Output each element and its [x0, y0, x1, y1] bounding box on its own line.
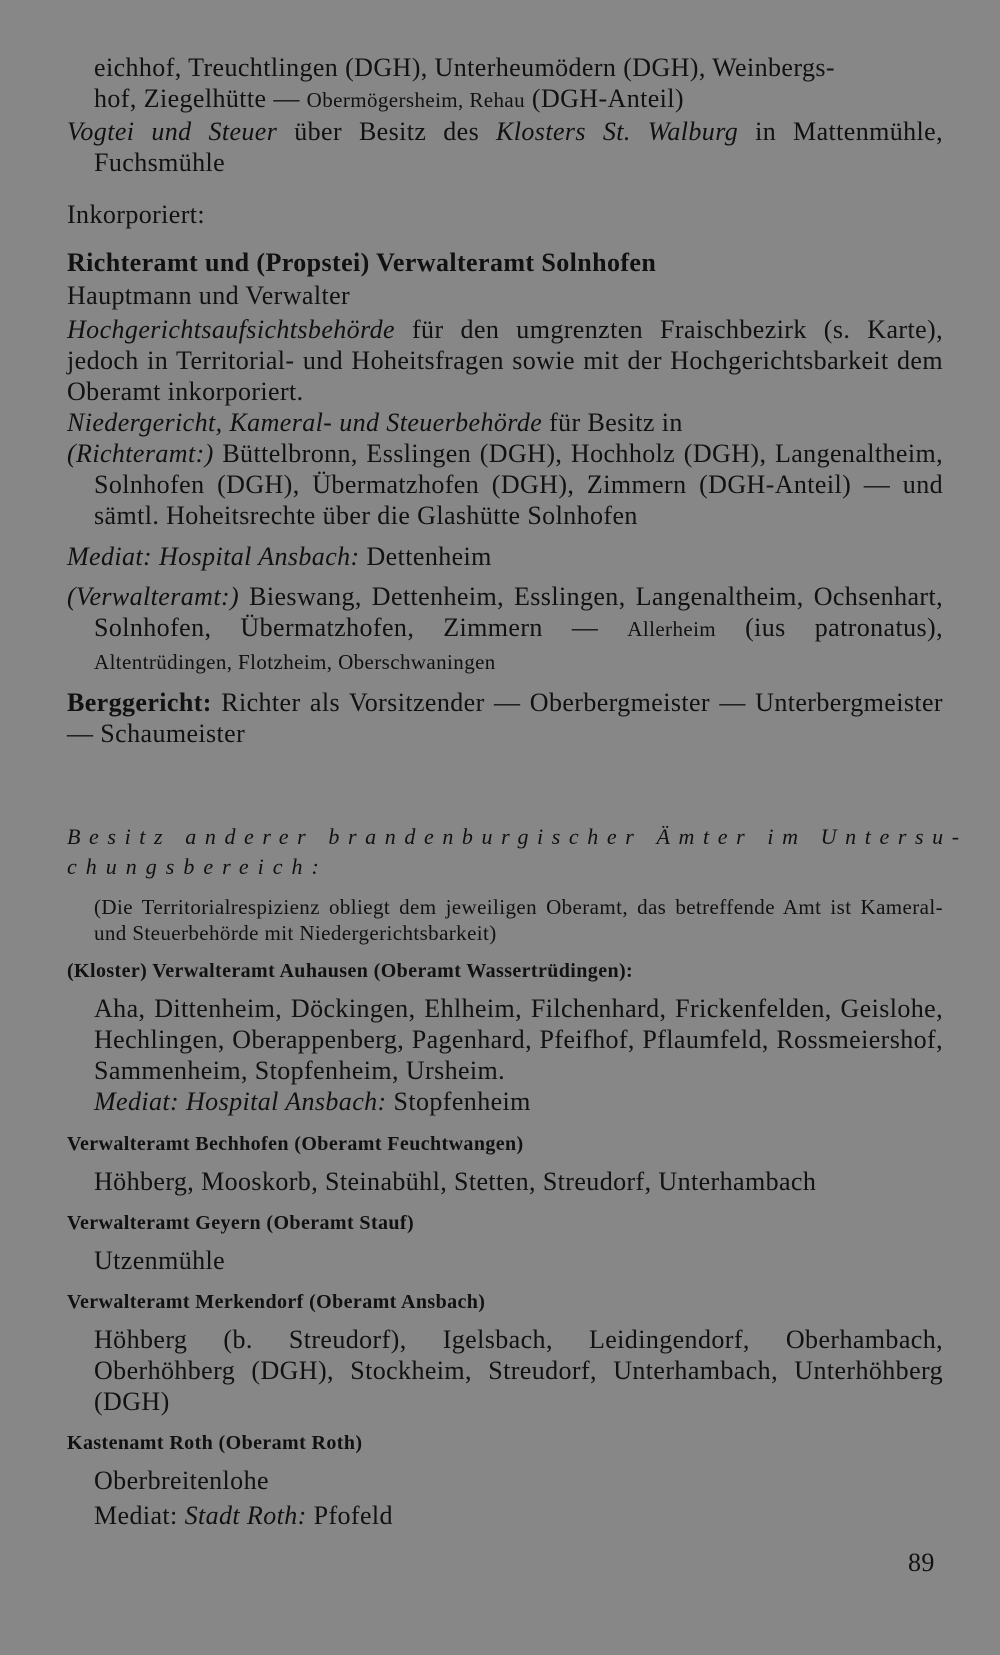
amt-mediat-text: Pfofeld	[306, 1501, 393, 1530]
amt-merkendorf	[67, 1287, 943, 1417]
mediat-label: Mediat: Hospital Ansbach:	[67, 542, 360, 571]
verwalteramt-small-2: Altentrüdingen, Flotzheim, Oberschwaningen	[94, 650, 496, 674]
inkorporiert-label: Inkorporiert:	[67, 200, 206, 229]
richteramt-paragraph	[67, 438, 943, 531]
amt-heading: Verwalteramt Merkendorf (Oberamt Ansbach)	[67, 1291, 486, 1313]
verwalteramt-paragraph	[67, 581, 943, 678]
amt-heading: Verwalteramt Geyern (Oberamt Stauf)	[67, 1212, 415, 1234]
nieder-paragraph	[67, 407, 943, 438]
top-line-1: eichhof, Treuchtlingen (DGH), Unterheumödern (DGH), Weinbergs-	[94, 53, 835, 82]
hoch-label: Hochgerichtsaufsichtsbehörde	[67, 315, 395, 344]
amt-places: Utzenmühle	[94, 1246, 226, 1275]
verwalteramt-small-1: Allerheim	[627, 617, 717, 641]
amt-bechhofen	[67, 1129, 943, 1197]
top-line-2-end: (DGH-Anteil)	[525, 84, 684, 113]
vogtei-kloster: Klosters St. Walburg	[496, 117, 739, 146]
amt-heading: Kastenamt Roth (Oberamt Roth)	[67, 1432, 363, 1454]
berggericht-paragraph	[67, 687, 943, 749]
amt-heading: (Kloster) Verwalteramt Auhausen (Oberamt Wassertrüdingen):	[67, 960, 634, 982]
top-block	[67, 52, 943, 178]
hoch-text: für den umgrenzten Fraischbezirk (s. Karte), jedoch in Territorial- und Hoheitsfragen sowie mit der Hochgerichtsbarkeit dem Oberamt inkorporiert.	[67, 315, 943, 406]
mediat-paragraph	[67, 541, 943, 572]
solnhofen-section	[67, 247, 943, 749]
amt-auhausen	[67, 956, 943, 1117]
besitz-heading-line-2: chungsbereich:	[67, 854, 328, 879]
vogtei-mid: über Besitz des	[277, 117, 497, 146]
verwalteramt-label: (Verwalteramt:)	[67, 582, 240, 611]
nieder-label: Niedergericht, Kameral- und Steuerbehörde	[67, 408, 543, 437]
richteramt-label: (Richteramt:)	[67, 439, 214, 468]
top-line-2-start: hof, Ziegelhütte —	[94, 84, 307, 113]
mediat-text: Dettenheim	[359, 542, 492, 571]
amt-places: Höhberg (b. Streudorf), Igelsbach, Leidingendorf, Oberhambach, Oberhöhberg (DGH), Stockheim, Streudorf, Unterhambach, Unterhöhberg (DGH)	[94, 1325, 943, 1416]
top-text	[67, 52, 943, 116]
vogtei-label: Vogtei und Steuer	[67, 117, 278, 146]
top-line-2-small: Obermögersheim, Rehau	[306, 88, 525, 112]
vogtei-end: in Mattenmühle, Fuchsmühle	[94, 117, 943, 177]
besitz-note: (Die Territorialrespizienz obliegt dem jeweiligen Oberamt, das betreffende Amt ist Kameral- und Steuerbehörde mit Niedergerichtsbarkeit)	[94, 895, 943, 945]
amt-mediat-prefix: Mediat:	[94, 1501, 185, 1530]
besitz-section	[67, 822, 968, 946]
berggericht-text: Richter als Vorsitzender — Oberbergmeister — Unterbergmeister — Schaumeister	[67, 688, 943, 748]
amt-roth	[67, 1428, 943, 1531]
berggericht-label: Berggericht:	[67, 688, 212, 717]
amt-mediat-label: Stadt Roth:	[184, 1501, 307, 1530]
solnhofen-heading: Richteramt und (Propstei) Verwalteramt Solnhofen	[67, 248, 657, 277]
amt-mediat-text: Stopfenheim	[386, 1087, 531, 1116]
top-line-2	[94, 83, 943, 116]
amt-places: Oberbreitenlohe	[94, 1466, 269, 1495]
richteramt-text: Büttelbronn, Esslingen (DGH), Hochholz (DGH), Langenaltheim, Solnhofen (DGH), Übermatzhofen (DGH), Zimmern (DGH-Anteil) — und sämtl. Hoheitsrechte über die Glashütte Solnhofen	[94, 439, 943, 530]
vogtei-paragraph	[67, 116, 943, 178]
besitz-heading-line-1: Besitz anderer brandenburgischer Ämter im Untersu-	[67, 824, 968, 849]
amt-geyern	[67, 1208, 943, 1276]
page-number: 89	[908, 1548, 935, 1577]
hoch-paragraph	[67, 314, 943, 407]
nieder-text: für Besitz in	[542, 408, 683, 437]
amt-places: Aha, Dittenheim, Döckingen, Ehlheim, Filchenhard, Frickenfelden, Geislohe, Hechlingen, Oberappenberg, Pagenhard, Pfeifhof, Pflaumfeld, Rossmeiershof, Sammenheim, Stopfenheim, Ursheim.	[94, 994, 943, 1085]
verwalteramt-text-2: (ius patronatus),	[716, 613, 943, 642]
amt-mediat-label: Mediat: Hospital Ansbach:	[94, 1087, 387, 1116]
solnhofen-sub: Hauptmann und Verwalter	[67, 281, 351, 310]
amt-heading: Verwalteramt Bechhofen (Oberamt Feuchtwangen)	[67, 1133, 524, 1155]
amt-places: Höhberg, Mooskorb, Steinabühl, Stetten, Streudorf, Unterhambach	[94, 1167, 817, 1196]
amt-mediat	[67, 1500, 943, 1531]
amt-mediat	[67, 1086, 943, 1117]
verwalteramt-text: Bieswang, Dettenheim, Esslingen, Langenaltheim, Ochsenhart, Solnhofen, Übermatzhofen, Zimmern —	[94, 582, 943, 642]
